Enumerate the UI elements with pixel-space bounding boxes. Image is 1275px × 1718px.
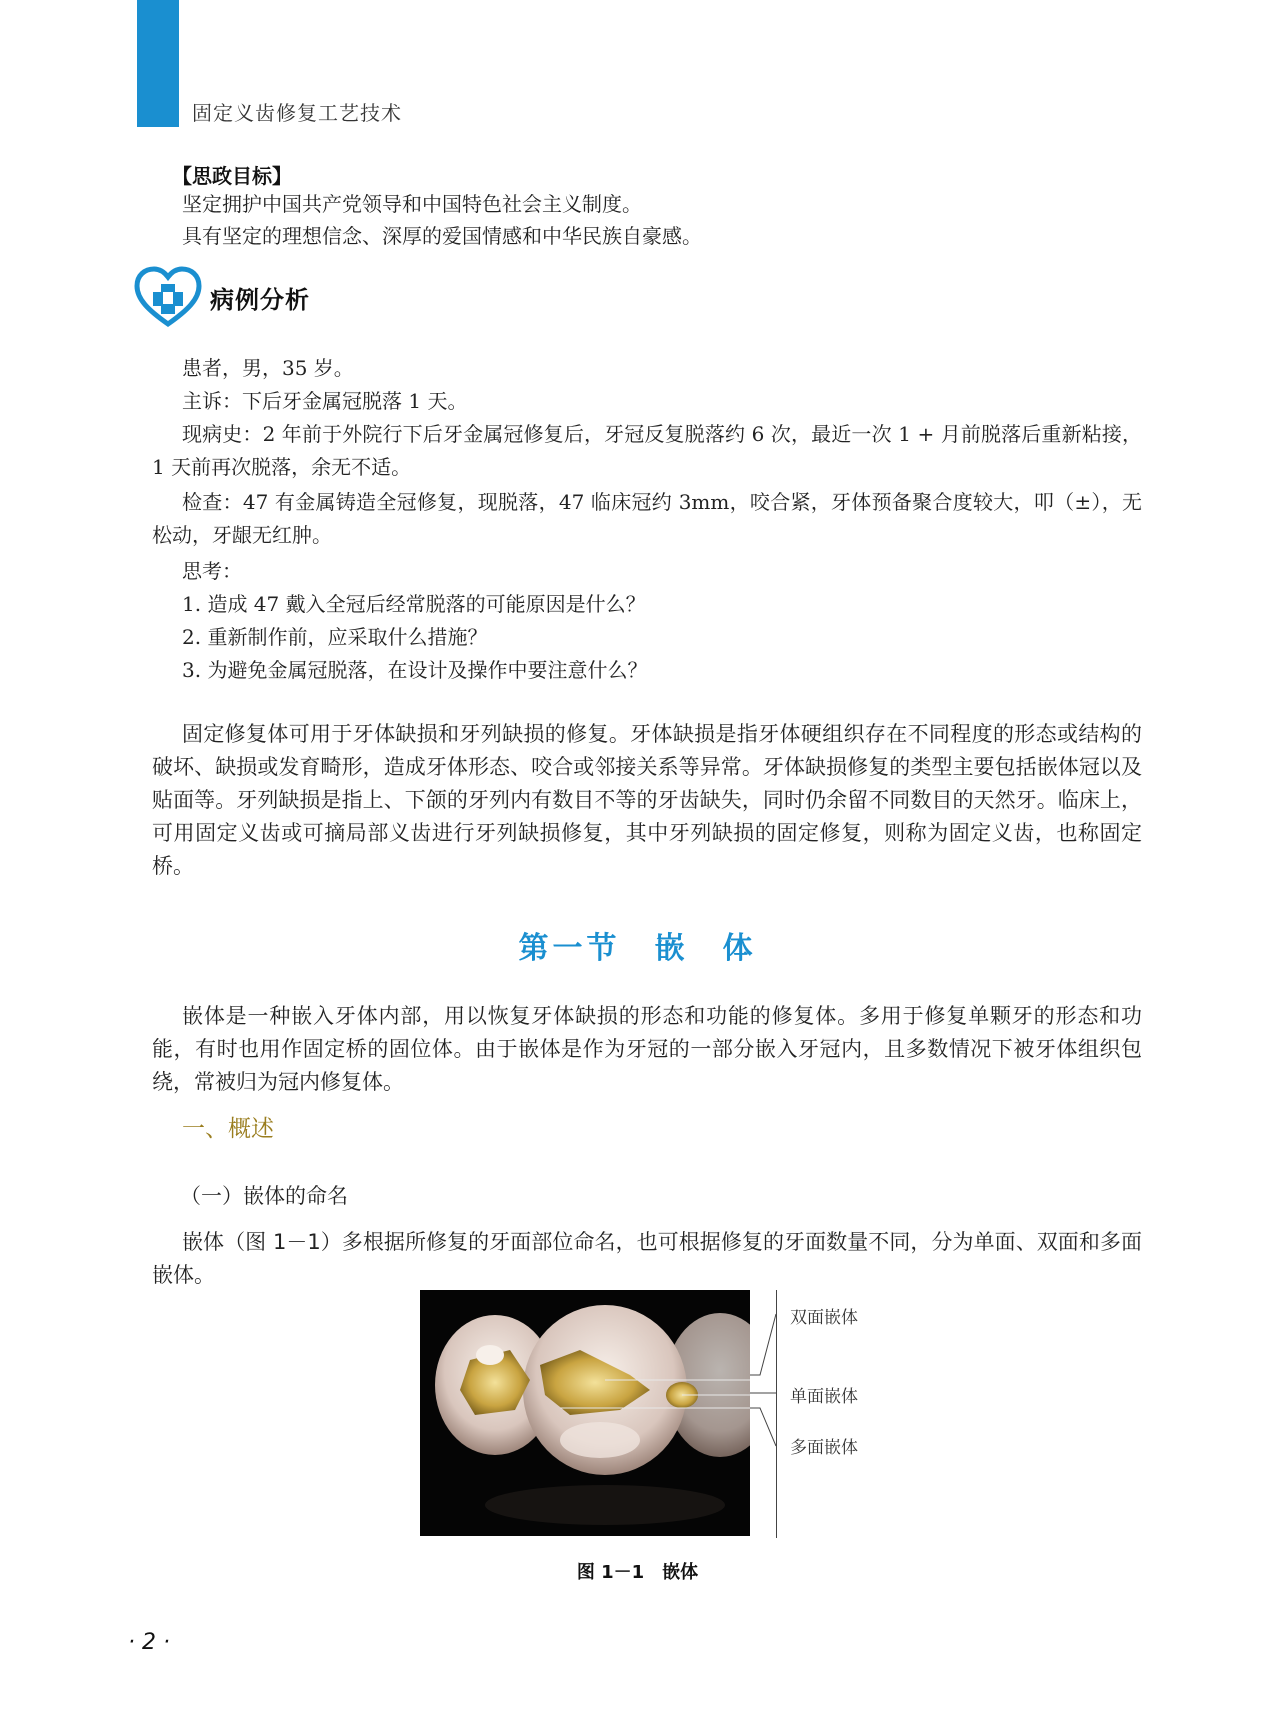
case-complaint: 主诉：下后牙金属冠脱落 1 天。 — [182, 389, 468, 413]
subsection-title: 一、概述 — [182, 1116, 274, 1142]
page-number: · 2 · — [128, 1630, 170, 1655]
label-single-surface-inlay: 单面嵌体 — [790, 1387, 858, 1407]
intro-paragraph: 固定修复体可用于牙体缺损和牙列缺损的修复。牙体缺损是指牙体硬组织存在不同程度的形态或结构的破坏、缺损或发育畸形，造成牙体形态、咬合或邻接关系等异常。牙体缺损修复的类型主要包括嵌体冠以及贴面等。牙列缺损是指上、下颌的牙列内有数目不等的牙齿缺失，同时仍余留不同数目的天然牙。临床上，可用固定义齿或可摘局部义齿进行牙列缺损修复，其中牙列缺损的固定修复，则称为固定义齿，也称固定桥。 — [152, 722, 1142, 878]
case-question-2: 2. 重新制作前，应采取什么措施？ — [182, 625, 488, 649]
section-title: 第一节 嵌 体 — [518, 931, 757, 966]
naming-paragraph: 嵌体（图 1－1）多根据所修复的牙面部位命名，也可根据修复的牙面数量不同，分为单面、双面和多面嵌体。 — [152, 1230, 1142, 1287]
case-analysis-title: 病例分析 — [210, 285, 310, 314]
inlay-photo — [420, 1290, 750, 1536]
figure-leader-lines — [750, 1290, 790, 1450]
figure-label-divider — [776, 1290, 777, 1538]
objectives-title: 【思政目标】 — [172, 164, 292, 188]
case-question-1: 1. 造成 47 戴入全冠后经常脱落的可能原因是什么？ — [182, 592, 646, 616]
case-history: 现病史：2 年前于外院行下后牙金属冠修复后，牙冠反复脱落约 6 次，最近一次 1 + 月前脱落后重新粘接，1 天前再次脱落，余无不适。 — [152, 422, 1142, 479]
case-exam: 检查：47 有金属铸造全冠修复，现脱落，47 临床冠约 3mm，咬合紧，牙体预备聚合度较大，叩（±），无松动，牙龈无红肿。 — [152, 490, 1142, 547]
label-multi-surface-inlay: 多面嵌体 — [790, 1438, 858, 1458]
objective-line-1: 坚定拥护中国共产党领导和中国特色社会主义制度。 — [182, 192, 642, 216]
section-paragraph: 嵌体是一种嵌入牙体内部，用以恢复牙体缺损的形态和功能的修复体。多用于修复单颗牙的形态和功能，有时也用作固定桥的固位体。由于嵌体是作为牙冠的一部分嵌入牙冠内，且多数情况下被牙体组织包绕，常被归为冠内修复体。 — [152, 1004, 1142, 1094]
subsubsection-title: （一）嵌体的命名 — [180, 1184, 348, 1208]
figure-caption: 图 1－1 嵌体 — [576, 1562, 699, 1583]
case-analysis-header — [134, 266, 310, 328]
header-color-bar — [137, 0, 179, 127]
case-think-label: 思考： — [182, 559, 242, 583]
label-double-surface-inlay: 双面嵌体 — [790, 1308, 858, 1328]
case-patient: 患者，男，35 岁。 — [182, 356, 354, 380]
case-question-3: 3. 为避免金属冠脱落，在设计及操作中要注意什么？ — [182, 658, 648, 682]
heart-cross-icon — [134, 266, 202, 328]
objective-line-2: 具有坚定的理想信念、深厚的爱国情感和中华民族自豪感。 — [182, 224, 702, 248]
running-title: 固定义齿修复工艺技术 — [192, 101, 402, 125]
